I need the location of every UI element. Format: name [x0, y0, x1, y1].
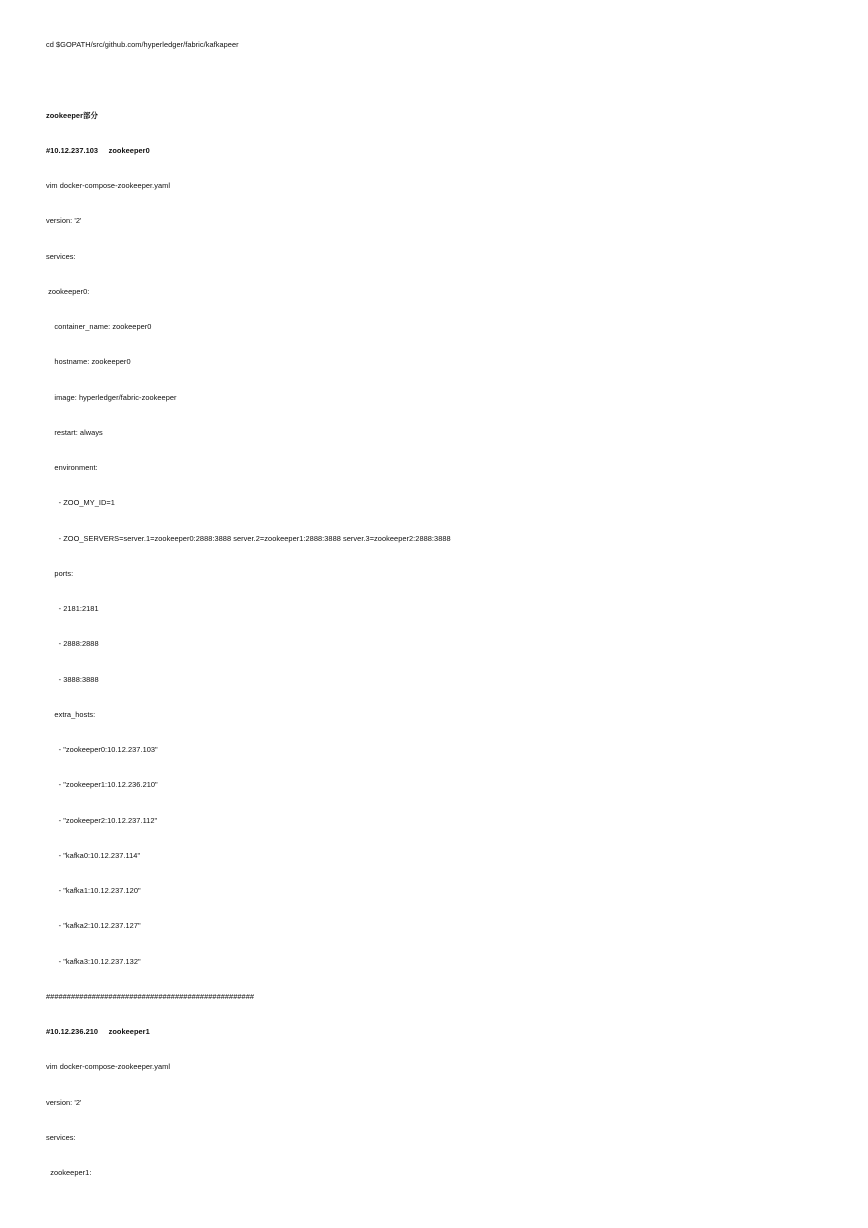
yaml-line: - "kafka2:10.12.237.127": [46, 921, 141, 930]
text-line-vim-command: vim docker-compose-zookeeper.yaml: [46, 181, 171, 190]
section-heading-zookeeper: zookeeper部分: [46, 111, 98, 120]
yaml-line: hostname: zookeeper0: [46, 357, 131, 366]
yaml-line: - "zookeeper1:10.12.236.210": [46, 780, 158, 789]
yaml-line: - "zookeeper2:10.12.237.112": [46, 816, 158, 825]
yaml-line: ports:: [46, 569, 74, 578]
host-heading-zookeeper1: #10.12.236.210 zookeeper1: [46, 1027, 150, 1036]
yaml-line: zookeeper1:: [46, 1168, 92, 1177]
yaml-line: - 2888:2888: [46, 639, 99, 648]
yaml-line: - ZOO_SERVERS=server.1=zookeeper0:2888:3888 server.2=zookeeper1:2888:3888 server.3=zookeeper2:2888:3888: [46, 534, 451, 543]
separator-line: ##################################################: [46, 992, 255, 1001]
yaml-line: - "kafka0:10.12.237.114": [46, 851, 141, 860]
yaml-line: version: '2': [46, 1098, 82, 1107]
yaml-line: extra_hosts:: [46, 710, 96, 719]
yaml-line: zookeeper0:: [46, 287, 90, 296]
yaml-line: image: hyperledger/fabric-zookeeper: [46, 393, 177, 402]
yaml-line: services:: [46, 252, 76, 261]
yaml-line: restart: always: [46, 428, 103, 437]
yaml-line: - "zookeeper0:10.12.237.103": [46, 745, 158, 754]
text-line-vim-command: vim docker-compose-zookeeper.yaml: [46, 1062, 171, 1071]
yaml-line: - 2181:2181: [46, 604, 99, 613]
yaml-line: - "kafka1:10.12.237.120": [46, 886, 141, 895]
yaml-line: version: '2': [46, 216, 82, 225]
yaml-line: - "kafka3:10.12.237.132": [46, 957, 141, 966]
yaml-line: container_name: zookeeper0: [46, 322, 152, 331]
yaml-line: - 3888:3888: [46, 675, 99, 684]
host-heading-zookeeper0: #10.12.237.103 zookeeper0: [46, 146, 150, 155]
yaml-line: - ZOO_MY_ID=1: [46, 498, 115, 507]
yaml-line: services:: [46, 1133, 76, 1142]
yaml-line: environment:: [46, 463, 98, 472]
text-line-cd-command: cd $GOPATH/src/github.com/hyperledger/fabric/kafkapeer: [46, 40, 239, 49]
